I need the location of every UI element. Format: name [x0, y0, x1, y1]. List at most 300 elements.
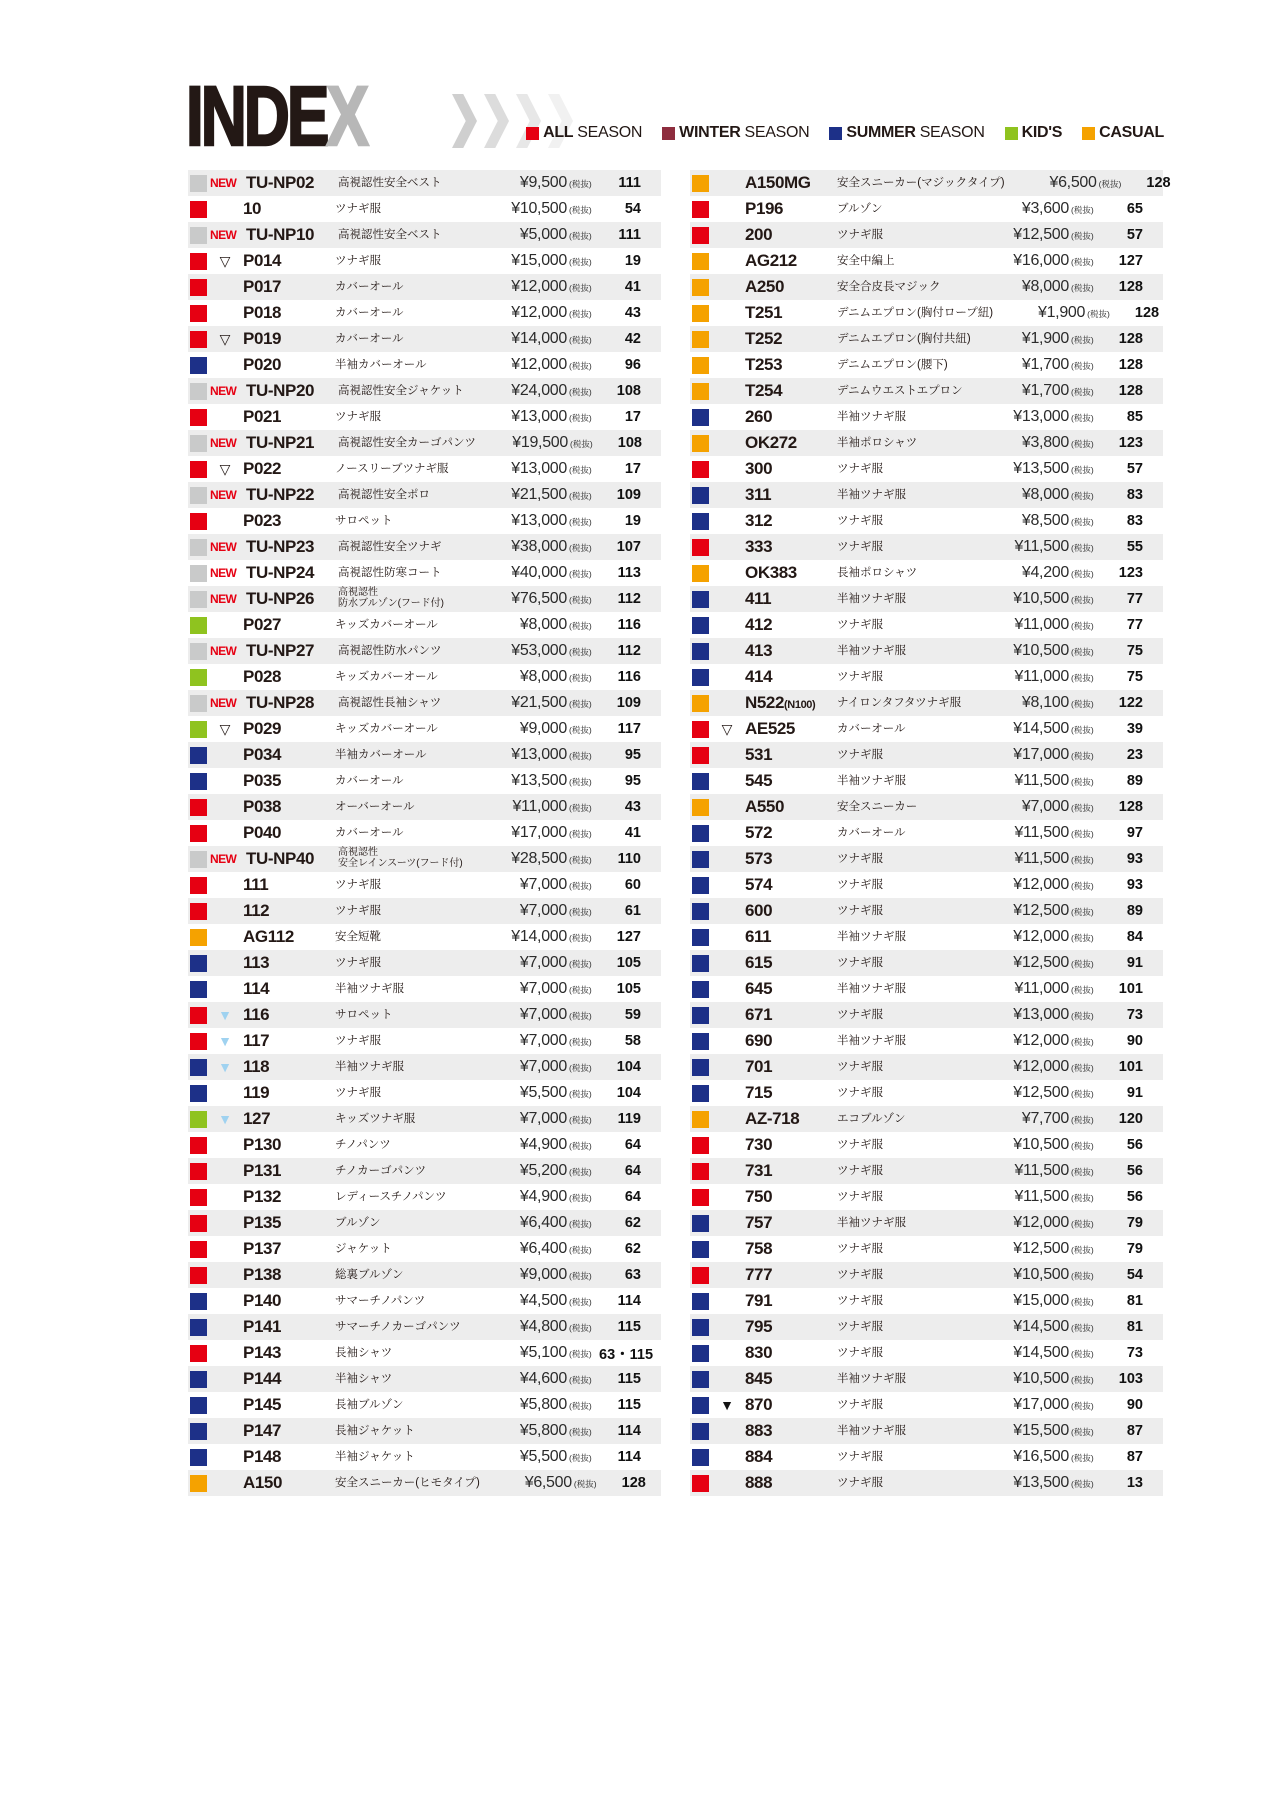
product-code [745, 459, 837, 479]
product-price: ¥4,900 [519, 1136, 567, 1153]
product-name-line1: ブルゾン [837, 202, 883, 215]
product-code-main: TU-NP28 [246, 693, 315, 712]
product-name-line1: エコブルゾン [837, 1112, 906, 1125]
tax-note: (税抜) [569, 283, 592, 293]
product-price: ¥12,000 [511, 356, 567, 373]
page-number: 104 [616, 1085, 641, 1101]
index-column-right [690, 170, 1171, 1496]
product-name-line1: カバーオール [335, 774, 404, 787]
legend-label-bold: SUMMER [846, 124, 916, 141]
product-name [837, 593, 977, 605]
product-name [837, 489, 977, 501]
table-row [690, 898, 1163, 924]
season-square-icon [190, 305, 207, 322]
table-row [690, 1132, 1163, 1158]
product-code-main: 113 [243, 953, 270, 972]
product-name-line1: ツナギ服 [837, 1138, 883, 1151]
product-price: ¥6,500 [524, 1474, 572, 1491]
product-name [335, 411, 475, 423]
table-row [188, 898, 661, 924]
product-name-line1: ツナギ服 [837, 1294, 883, 1307]
product-code [243, 979, 335, 999]
product-price: ¥6,500 [1049, 174, 1097, 191]
season-square-icon [692, 747, 709, 764]
season-square-icon [1005, 127, 1018, 140]
season-square-icon [190, 1189, 207, 1206]
page-number: 64 [624, 1137, 641, 1153]
product-name [335, 515, 475, 527]
season-square-icon [692, 1423, 709, 1440]
product-code [243, 1057, 335, 1077]
product-name-line1: ツナギ服 [837, 1268, 883, 1281]
season-square-icon [190, 1007, 207, 1024]
product-code-main: P141 [243, 1317, 282, 1336]
season-square-icon [190, 357, 207, 374]
tax-note: (税抜) [569, 855, 592, 865]
season-square-icon [526, 127, 539, 140]
tax-note: (税抜) [569, 985, 592, 995]
page-number: 91 [1126, 955, 1143, 971]
season-square-icon [692, 591, 709, 608]
page-number: 123 [1118, 435, 1143, 451]
product-name [335, 1113, 475, 1125]
season-square-icon [190, 617, 207, 634]
product-code [243, 1083, 335, 1103]
product-name [335, 879, 475, 891]
product-name-line1: 半袖ツナギ服 [837, 1216, 906, 1229]
product-price: ¥11,000 [1014, 668, 1069, 685]
season-square-icon [190, 1215, 207, 1232]
product-code-main: A150 [243, 1473, 283, 1492]
product-code-main: 413 [745, 641, 773, 660]
tax-note: (税抜) [569, 231, 592, 241]
table-row [690, 794, 1163, 820]
page-number: 128 [1134, 305, 1160, 321]
product-name-line1: 半袖ツナギ服 [837, 488, 906, 501]
product-code-main: P143 [243, 1343, 282, 1362]
product-price: ¥4,900 [519, 1188, 567, 1205]
product-name [837, 879, 977, 891]
tax-note: (税抜) [1071, 1167, 1094, 1177]
product-code [243, 1395, 335, 1415]
product-name-line1: デニムエプロン(胸付ロープ紐) [837, 306, 994, 319]
product-price: ¥10,500 [1013, 1136, 1069, 1153]
tax-note: (税抜) [569, 361, 592, 371]
tax-note: (税抜) [569, 1245, 592, 1255]
product-name [837, 1061, 977, 1073]
season-square-icon [692, 1163, 709, 1180]
tax-note: (税抜) [569, 491, 592, 501]
tax-note: (税抜) [569, 1193, 592, 1203]
season-square-icon [190, 487, 207, 504]
table-row [188, 1158, 661, 1184]
page-title-x: X [326, 69, 366, 163]
product-name [335, 1373, 475, 1385]
product-code [246, 173, 338, 193]
product-code-main: P038 [243, 797, 282, 816]
triangle-black-icon: ▼ [720, 1397, 734, 1413]
product-name-line1: ツナギ服 [837, 1476, 883, 1489]
table-row [690, 1418, 1163, 1444]
new-badge: NEW [210, 228, 237, 242]
page-number: 128 [1118, 331, 1143, 347]
season-square-icon [190, 201, 207, 218]
page-number: 19 [624, 513, 641, 529]
page-number: 61 [624, 903, 641, 919]
product-price: ¥15,000 [511, 252, 567, 269]
tax-note: (税抜) [1071, 595, 1094, 605]
product-price: ¥13,500 [1013, 460, 1069, 477]
page-number: 97 [1126, 825, 1143, 841]
tax-note: (税抜) [569, 907, 592, 917]
product-price: ¥10,500 [1013, 590, 1069, 607]
product-code [745, 225, 837, 245]
page-number: 128 [1118, 799, 1143, 815]
tax-note: (税抜) [569, 881, 592, 891]
product-name [837, 853, 977, 865]
product-price: ¥76,500 [511, 590, 567, 607]
product-code-main: P017 [243, 277, 282, 296]
product-code [745, 199, 837, 219]
product-code-main: 573 [745, 849, 773, 868]
product-price: ¥12,000 [1013, 1214, 1069, 1231]
tax-note: (税抜) [569, 933, 592, 943]
product-name-line1: ナイロンタフタツナギ服 [837, 696, 962, 709]
season-square-icon [692, 1475, 709, 1492]
product-name [335, 1347, 475, 1359]
product-code [745, 303, 837, 323]
season-square-icon [692, 799, 709, 816]
page-number: 120 [1118, 1111, 1143, 1127]
page-number: 128 [1146, 175, 1171, 191]
product-name [837, 905, 977, 917]
product-code-main: 600 [745, 901, 773, 920]
product-name-line1: ツナギ服 [837, 540, 883, 553]
product-name-line1: 長袖ブルゾン [335, 1398, 404, 1411]
product-name-line1: ツナギ服 [837, 904, 883, 917]
table-row [690, 716, 1163, 742]
product-code [246, 693, 338, 713]
product-price: ¥9,500 [519, 174, 567, 191]
product-name-line1: 高視認性安全ベスト [338, 176, 442, 189]
product-code-main: 412 [745, 615, 773, 634]
product-code-main: 757 [745, 1213, 773, 1232]
page-number: 43 [624, 305, 641, 321]
product-code [745, 1005, 837, 1025]
product-name [837, 1165, 977, 1177]
product-code [243, 329, 335, 349]
product-code [745, 433, 837, 453]
tax-note: (税抜) [569, 517, 592, 527]
product-price: ¥5,800 [519, 1422, 567, 1439]
product-name [335, 1295, 475, 1307]
product-name [338, 385, 475, 397]
season-square-icon [692, 253, 709, 270]
product-name [837, 359, 977, 371]
product-name [837, 281, 977, 293]
product-price: ¥12,500 [1013, 1240, 1069, 1257]
product-name-line1: ツナギ服 [837, 670, 883, 683]
product-name [837, 645, 977, 657]
season-square-icon [692, 981, 709, 998]
product-code-main: P137 [243, 1239, 282, 1258]
product-code-main: OK272 [745, 433, 797, 452]
product-code [745, 251, 837, 271]
product-price: ¥7,000 [519, 876, 567, 893]
table-row [690, 196, 1163, 222]
product-name [837, 1139, 977, 1151]
product-price: ¥17,000 [1013, 1396, 1069, 1413]
table-row [188, 1314, 661, 1340]
product-name [338, 177, 475, 189]
product-price: ¥12,000 [1013, 928, 1069, 945]
page-number: 79 [1126, 1215, 1143, 1231]
product-code [246, 849, 338, 869]
product-code-main: A550 [745, 797, 785, 816]
table-row [188, 742, 661, 768]
product-name-line1: ツナギ服 [837, 852, 883, 865]
product-code-main: 888 [745, 1473, 773, 1492]
season-square-icon [692, 643, 709, 660]
season-square-icon [190, 929, 207, 946]
product-code [745, 537, 837, 557]
product-name-line1: レディースチノパンツ [335, 1190, 447, 1203]
table-row [188, 1444, 661, 1470]
table-row [188, 404, 661, 430]
season-square-icon [190, 461, 207, 478]
product-code-main: A250 [745, 277, 785, 296]
tax-note: (税抜) [1071, 855, 1094, 865]
product-name-line1: 高視認性防水パンツ [338, 644, 442, 657]
tax-note: (税抜) [569, 179, 592, 189]
triangle-outline-icon: ▽ [219, 331, 231, 347]
product-name-line1: キッズツナギ服 [335, 1112, 416, 1125]
product-name-line1: ツナギ服 [335, 410, 381, 423]
product-price: ¥11,500 [1014, 772, 1069, 789]
product-name-line1: カバーオール [837, 826, 906, 839]
product-name-line1: 安全短靴 [335, 930, 381, 943]
page-number: 17 [624, 461, 641, 477]
tax-note: (税抜) [569, 777, 592, 787]
product-name [837, 671, 977, 683]
product-code-main: TU-NP21 [246, 433, 315, 452]
season-square-icon [190, 331, 207, 348]
product-code-main: 750 [745, 1187, 773, 1206]
product-price: ¥12,000 [1013, 1058, 1069, 1075]
product-code [243, 1421, 335, 1441]
product-name-line1: 高視認性安全カーゴパンツ [338, 436, 476, 449]
table-row [690, 1262, 1163, 1288]
product-code-main: P148 [243, 1447, 282, 1466]
product-name-line1: 高視認性長袖シャツ [338, 696, 442, 709]
tax-note: (税抜) [1071, 725, 1094, 735]
product-price: ¥7,000 [519, 902, 567, 919]
product-name [837, 1087, 977, 1099]
tax-note: (税抜) [1071, 491, 1094, 501]
tax-note: (税抜) [569, 1323, 592, 1333]
product-name [837, 619, 977, 631]
table-row [690, 248, 1163, 274]
tax-note: (税抜) [569, 1349, 592, 1359]
index-table [188, 170, 1171, 1496]
product-name [335, 957, 475, 969]
product-name-line1: ツナギ服 [837, 1242, 883, 1255]
product-name-line1: ツナギ服 [837, 1346, 883, 1359]
tax-note: (税抜) [1071, 257, 1094, 267]
product-name [837, 1295, 977, 1307]
table-row [188, 1184, 661, 1210]
table-row [690, 456, 1163, 482]
product-name-line1: デニムエプロン(胸付共紐) [837, 332, 971, 345]
table-row [188, 1054, 661, 1080]
page-number: 101 [1118, 1059, 1143, 1075]
product-price: ¥53,000 [511, 642, 567, 659]
product-price: ¥7,000 [1021, 798, 1069, 815]
product-name-line1: ツナギ服 [335, 904, 381, 917]
product-code [745, 745, 837, 765]
table-row [690, 690, 1163, 716]
table-row [188, 1106, 661, 1132]
product-code-main: A150MG [745, 173, 811, 192]
product-code-main: T251 [745, 303, 783, 322]
product-code-main: P144 [243, 1369, 282, 1388]
product-name [335, 983, 475, 995]
product-code-main: 731 [745, 1161, 773, 1180]
page-number: 128 [1118, 279, 1143, 295]
page-number: 101 [1118, 981, 1143, 997]
table-row [690, 976, 1163, 1002]
legend-label-rest: SEASON [577, 124, 643, 141]
page-number: 123 [1118, 565, 1143, 581]
product-name-line1: 安全合皮長マジック [837, 280, 941, 293]
product-code-main: P022 [243, 459, 282, 478]
table-row [690, 326, 1163, 352]
product-code-main: 531 [745, 745, 773, 764]
product-name-line1: 安全スニーカー [837, 800, 918, 813]
tax-note: (税抜) [1071, 517, 1094, 527]
product-price: ¥11,500 [1014, 850, 1069, 867]
table-row [188, 716, 661, 742]
product-code-main: P130 [243, 1135, 282, 1154]
tax-note: (税抜) [1071, 205, 1094, 215]
product-code [745, 1057, 837, 1077]
product-name-line1: ツナギ服 [335, 1086, 381, 1099]
page-number: 112 [617, 591, 641, 607]
product-code-main: TU-NP26 [246, 589, 315, 608]
page-number: 73 [1126, 1345, 1143, 1361]
product-price: ¥17,000 [511, 824, 567, 841]
table-row [690, 482, 1163, 508]
product-code-main: TU-NP20 [246, 381, 315, 400]
product-code-main: 111 [243, 875, 269, 894]
product-code-main: AE525 [745, 719, 795, 738]
product-price: ¥12,000 [511, 278, 567, 295]
product-code [745, 719, 837, 739]
product-price: ¥13,000 [1013, 408, 1069, 425]
season-square-icon [692, 175, 709, 192]
season-square-icon [190, 279, 207, 296]
product-code-main: P140 [243, 1291, 282, 1310]
product-name-line1: ツナギ服 [335, 254, 381, 267]
product-code-main: 333 [745, 537, 773, 556]
product-name [335, 333, 475, 345]
product-code-main: P014 [243, 251, 282, 270]
page-number: 114 [617, 1293, 641, 1309]
product-name [338, 567, 475, 579]
product-code [243, 667, 335, 687]
product-name-line1: ツナギ服 [837, 748, 883, 761]
page-number: 54 [1126, 1267, 1143, 1283]
product-code [243, 1005, 335, 1025]
season-square-icon [190, 773, 207, 790]
product-name [335, 307, 475, 319]
product-name-line1: ツナギ服 [837, 1060, 883, 1073]
product-price: ¥5,100 [519, 1344, 567, 1361]
product-code [246, 563, 338, 583]
product-price: ¥8,100 [1021, 694, 1069, 711]
product-code [243, 511, 335, 531]
season-square-icon [190, 253, 207, 270]
page-number: 127 [616, 929, 641, 945]
season-square-icon [692, 695, 709, 712]
product-price: ¥9,000 [519, 720, 567, 737]
product-name [837, 723, 977, 735]
page-number: 63・115 [599, 1346, 654, 1363]
product-code [745, 1083, 837, 1103]
product-name-line1: 高視認性安全ジャケット [338, 384, 464, 397]
product-price: ¥10,500 [1013, 642, 1069, 659]
tax-note: (税抜) [1071, 1063, 1094, 1073]
table-row [188, 1470, 661, 1496]
product-code [745, 563, 837, 583]
product-code [745, 381, 837, 401]
product-code-main: 572 [745, 823, 773, 842]
product-code [745, 693, 837, 713]
season-square-icon [692, 1371, 709, 1388]
season-square-icon [692, 1085, 709, 1102]
table-row [188, 1080, 661, 1106]
product-code [246, 641, 338, 661]
product-name-line1: 高視認性 [338, 587, 378, 599]
table-row [690, 1002, 1163, 1028]
table-row [690, 1392, 1163, 1418]
triangle-lightblue-icon: ▼ [218, 1059, 232, 1075]
product-code-main: 119 [243, 1083, 270, 1102]
product-code [745, 927, 837, 947]
header [0, 69, 1280, 163]
product-price: ¥5,000 [519, 226, 567, 243]
product-price: ¥3,800 [1021, 434, 1069, 451]
page-number: 119 [617, 1111, 641, 1127]
product-name [837, 1217, 977, 1229]
new-badge: NEW [210, 644, 237, 658]
product-name [837, 567, 977, 579]
product-name [837, 1451, 977, 1463]
table-row [188, 820, 661, 846]
tax-note: (税抜) [569, 387, 592, 397]
season-square-icon [190, 1085, 207, 1102]
page-number: 43 [624, 799, 641, 815]
table-row [690, 404, 1163, 430]
season-square-icon [190, 825, 207, 842]
product-name-line1: 半袖ジャケット [335, 1450, 415, 1463]
page-number: 64 [624, 1189, 641, 1205]
season-square-icon [190, 1293, 207, 1310]
tax-note: (税抜) [569, 803, 592, 813]
product-code-main: TU-NP02 [246, 173, 315, 192]
season-square-icon [692, 539, 709, 556]
product-name-line1: 半袖ツナギ服 [335, 1060, 404, 1073]
